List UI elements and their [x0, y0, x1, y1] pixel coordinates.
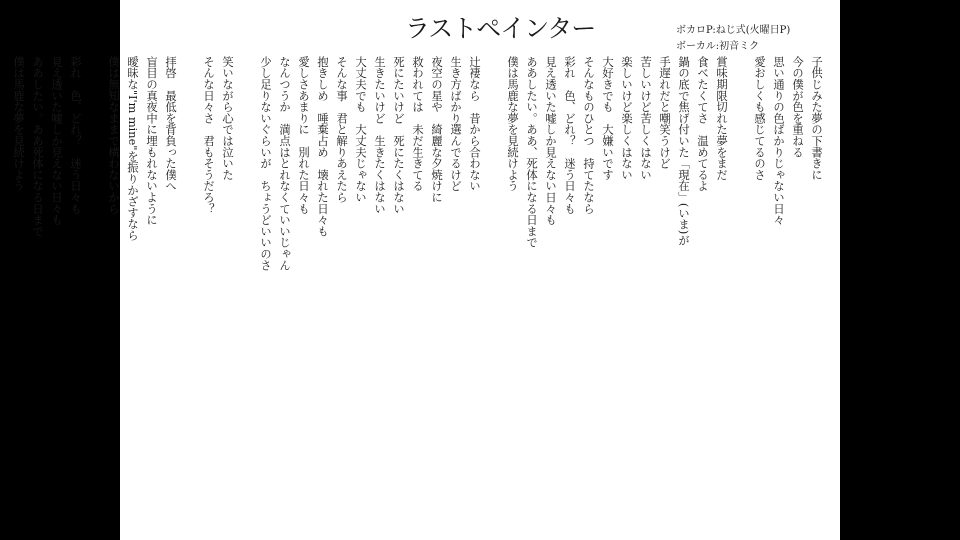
lyric-stanza — [503, 56, 731, 326]
lyric-stanza — [750, 56, 826, 326]
lyric-line: 愛しさあまりに 別れた日々も — [297, 56, 310, 215]
lyric-line: 鍋の底で焦げ付いた「現在」(いま)が — [677, 56, 690, 246]
lyric-line: 拝啓 最低を背負った僕へ — [164, 56, 177, 192]
vocal-credit: ボーカル:初音ミク — [676, 41, 760, 52]
lyric-line: 子供じみた夢の下書きに — [810, 56, 823, 181]
lyric-line: 救われては 未だ生きてる — [411, 56, 424, 192]
lyric-line: 大丈夫でも 大丈夫じゃない — [354, 56, 367, 203]
lyric-line: 食べたくてさ 温めてるよ — [696, 56, 709, 192]
lyric-line: そんな日々さ 君もそうだろ？ — [202, 56, 215, 215]
lyric-line: ああしたい。ああ死体になる日まで — [31, 56, 44, 237]
lyric-line: 賞味期限切れた夢をまだ — [715, 56, 728, 181]
lyric-line: 盲目の真夜中に埋もれないように — [145, 56, 158, 226]
lyric-line: 少し足りないぐらいが ちょうどいいのさ — [259, 56, 272, 271]
lyric-line: 夜空の星や 綺麗な夕焼けに — [430, 56, 443, 203]
lyrics-sheet — [12, 0, 840, 540]
lyric-stanza — [199, 56, 237, 326]
lyric-line: 辻褄なら 昔から合わない — [468, 56, 481, 192]
lyric-line: 僕は馬鹿な夢を見続けよう — [12, 56, 25, 192]
lyric-line: 見え透いた嘘しか見えない日々も — [544, 56, 557, 226]
lyric-line: 苦しいけど苦しくはない — [639, 56, 652, 181]
lyric-stanza — [256, 56, 484, 326]
lyric-line: 彩れ 色、どれ？ 迷う日々も — [563, 56, 576, 215]
lyrics-body — [0, 56, 826, 326]
lyric-line: 楽しいけど楽しくはない — [620, 56, 633, 181]
lyric-line: 見え透いた嘘しか見えない日々も — [50, 56, 63, 226]
lyric-line: なんつうか 満点はとれなくていいじゃん — [278, 56, 291, 271]
lyric-line: 僕は馬鹿な夢を見続けよう — [506, 56, 519, 192]
lyric-line: 大好きでも 大嫌いです — [601, 56, 614, 181]
lyric-line: 僕は無知なままで構わないから — [107, 56, 120, 215]
lyric-line: 今の僕が色を重ねる — [791, 56, 804, 158]
lyric-line: 生きたいけど 生きたくはない — [373, 56, 386, 215]
lyric-line: そんなものひとつ 持てたなら — [582, 56, 595, 215]
lyric-line: 生き方ばかり選んでるけど — [449, 56, 462, 192]
lyric-line: そんな事 君と解りあえたら — [335, 56, 348, 203]
lyric-line: 曖昧な"I'm mine"を振りかざすなら — [126, 56, 139, 241]
lyric-stanza — [104, 56, 180, 326]
lyric-line: 抱きしめ 唾棄占め 壊れた日々も — [316, 56, 329, 237]
lyric-line: 死にたいけど 死にたくはない — [392, 56, 405, 215]
lyric-line: 彩れ 色、どれ？ 迷う日々も — [69, 56, 82, 215]
lyric-stanza — [9, 56, 85, 326]
lyric-line: 愛おしくも感じてるのさ — [753, 56, 766, 181]
lyric-line: 笑いながら心では泣いた — [221, 56, 234, 181]
song-title: ラストペインター — [405, 14, 596, 43]
composer-credit: ボカロP:ねじ式(火曜日P) — [676, 25, 791, 36]
lyric-line: ああしたい。ああ、死体になる日まで — [525, 56, 538, 249]
lyric-line: 手遅れだと嘲笑うけど — [658, 56, 671, 169]
lyric-line: 思い通りの色ばかりじゃない日々 — [772, 56, 785, 226]
